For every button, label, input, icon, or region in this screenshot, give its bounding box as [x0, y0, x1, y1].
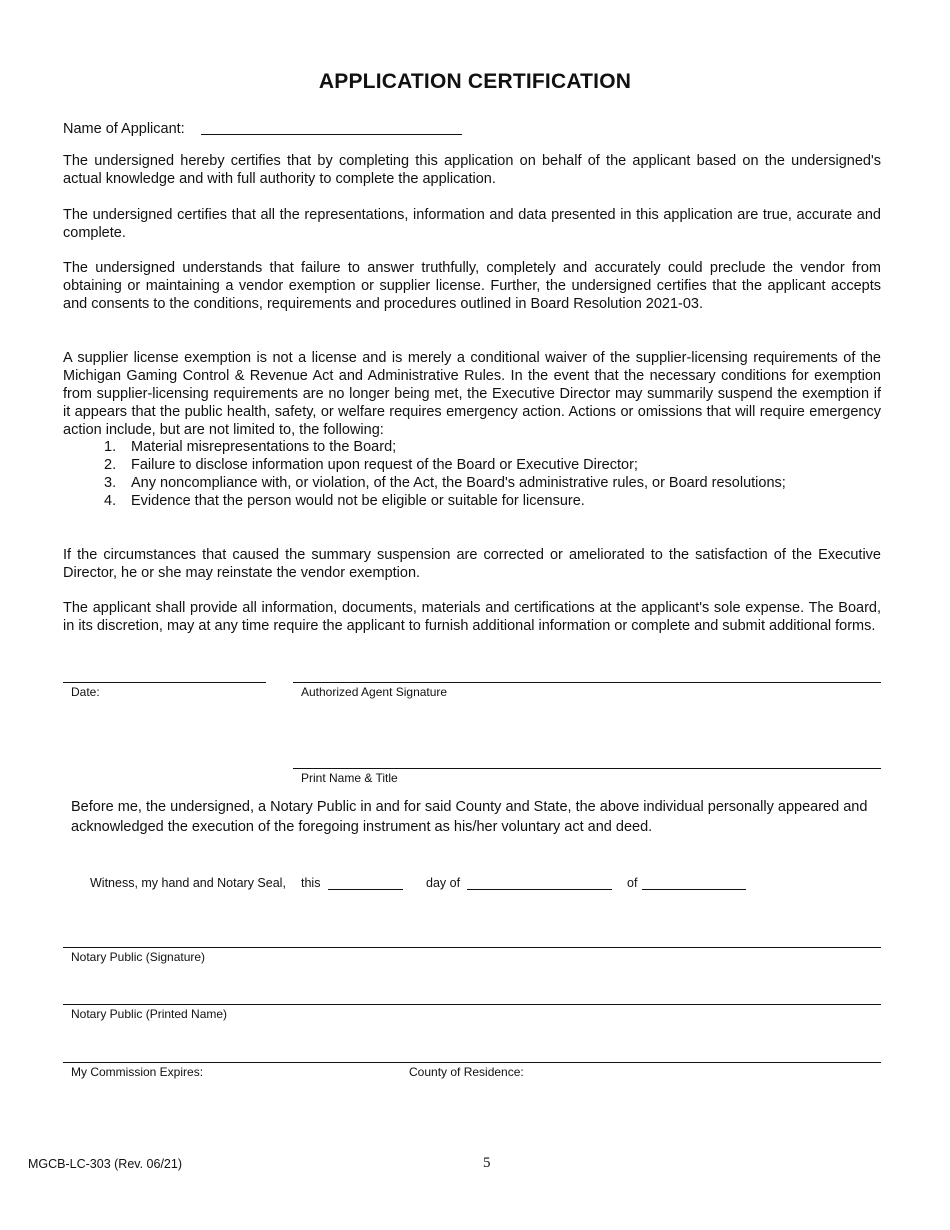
date-line[interactable] [63, 682, 266, 683]
agent-signature-line[interactable] [293, 682, 881, 683]
certification-paragraph-2: The undersigned certifies that all the representations, information and data presented in this application are true, accurate and complete. [63, 207, 881, 241]
commission-county-line[interactable] [63, 1062, 881, 1063]
exemption-paragraph: A supplier license exemption is not a license and is merely a conditional waiver of the supplier-licensing requirements of the Michigan Gaming Control & Revenue Act and Administrative Rules. In the event that the necessary conditions for exemption from supplier-licensing requirements are no longer being met, the Executive Director may summarily suspend the exemption if it appears that the public health, safety, or welfare requires emergency action. Actions or omissions that will require emergency action include, but are not limited to, the following: [63, 350, 881, 438]
commission-expires-label: My Commission Expires: [71, 1065, 204, 1079]
day-of-label: day of [426, 876, 461, 890]
notary-printed-name-label: Notary Public (Printed Name) [71, 1007, 228, 1021]
notary-printed-name-line[interactable] [63, 1004, 881, 1005]
this-label: this [301, 876, 321, 890]
list-item: 2. Failure to disclose information upon request of the Board or Executive Director; [104, 457, 638, 473]
print-name-label: Print Name & Title [301, 771, 398, 785]
form-id: MGCB-LC-303 (Rev. 06/21) [28, 1157, 182, 1171]
certification-paragraph-3: The undersigned understands that failure to answer truthfully, completely and accurately could preclude the vendor from obtaining or maintaining a vendor exemption or supplier license. Further, the undersigned certifies that the applicant accepts and consents to the conditions, requirements and procedures outlined in Board Resolution 2021-03. [63, 260, 881, 312]
notary-signature-label: Notary Public (Signature) [71, 950, 206, 964]
list-item: 1. Material misrepresentations to the Board; [104, 439, 397, 455]
of-label: of [627, 876, 638, 890]
notary-signature-line[interactable] [63, 947, 881, 948]
emergency-actions-list [104, 438, 824, 510]
page-number: 5 [483, 1155, 491, 1171]
page-title: APPLICATION CERTIFICATION [318, 70, 632, 93]
certification-paragraph-1: The undersigned hereby certifies that by completing this application on behalf of the applicant based on the undersigned's actual knowledge and with full authority to complete the application. [63, 153, 881, 187]
print-name-line[interactable] [293, 768, 881, 769]
list-item: 3. Any noncompliance with, or violation, of the Act, the Board's administrative rules, or Board resolutions; [104, 475, 786, 491]
day-number-field[interactable] [328, 889, 403, 890]
month-field[interactable] [467, 889, 612, 890]
applicant-name-field[interactable] [201, 134, 462, 135]
year-field[interactable] [642, 889, 746, 890]
notary-statement: Before me, the undersigned, a Notary Public in and for said County and State, the above individual personally appeared and acknowledged the execution of the foregoing instrument as his/her voluntary act and deed. [71, 799, 868, 835]
reinstatement-paragraph: If the circumstances that caused the summary suspension are corrected or ameliorated to the satisfaction of the Executive Director, he or she may reinstate the vendor exemption. [63, 547, 881, 581]
witness-label: Witness, my hand and Notary Seal, [90, 876, 286, 890]
applicant-name-label: Name of Applicant: [63, 121, 185, 137]
list-item: 4. Evidence that the person would not be eligible or suitable for licensure. [104, 493, 585, 509]
county-of-residence-label: County of Residence: [409, 1065, 524, 1079]
date-label: Date: [71, 685, 100, 699]
agent-signature-label: Authorized Agent Signature [301, 685, 448, 699]
expense-paragraph: The applicant shall provide all information, documents, materials and certifications at the applicant's sole expense. The Board, in its discretion, may at any time require the applicant to furnish additional information or complete and submit additional forms. [63, 600, 881, 634]
